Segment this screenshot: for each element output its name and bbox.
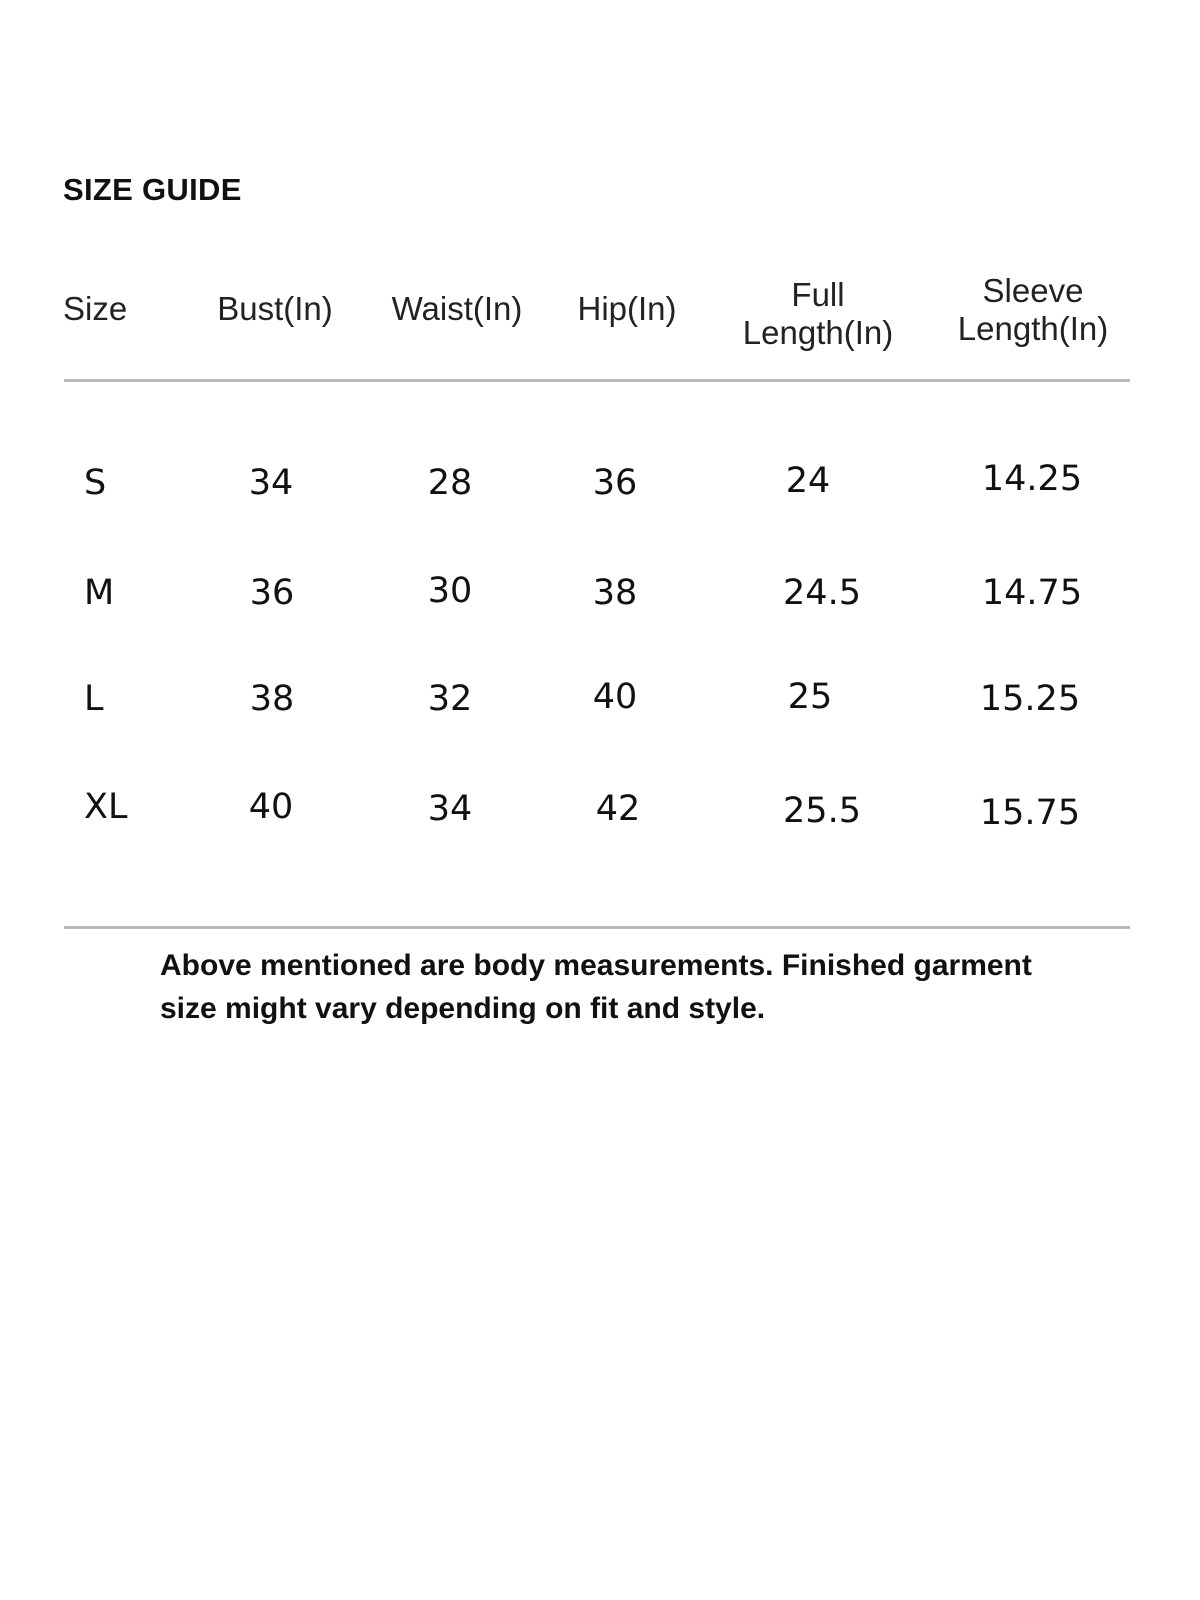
cell-size: M — [84, 573, 115, 613]
cell-bust: 36 — [249, 573, 295, 613]
column-header-size: Size — [63, 290, 128, 327]
cell-sleeve-length: 14.75 — [981, 573, 1083, 613]
column-header-sleeve-length-line2: Length(In) — [957, 310, 1109, 347]
column-header-hip: Hip(In) — [577, 290, 677, 327]
cell-bust: 40 — [248, 787, 294, 827]
column-header-sleeve-length-line1: Sleeve — [982, 272, 1084, 309]
cell-full-length: 24.5 — [783, 573, 861, 613]
cell-waist: 32 — [427, 679, 473, 719]
column-header-full-length-line2: Length(In) — [742, 314, 894, 351]
cell-sleeve-length: 14.25 — [981, 459, 1083, 499]
cell-full-length: 24 — [785, 461, 831, 501]
measurement-note: Above mentioned are body measurements. Finished garment size might vary depending on fit and style. — [160, 949, 1032, 1025]
cell-bust: 34 — [248, 463, 294, 503]
cell-waist: 30 — [427, 571, 473, 611]
column-header-full-length — [743, 276, 893, 352]
cell-size: XL — [84, 787, 128, 827]
cell-hip: 38 — [592, 573, 638, 613]
page-title: SIZE GUIDE — [63, 172, 242, 207]
cell-full-length: 25 — [787, 677, 833, 717]
cell-hip: 42 — [595, 789, 641, 829]
cell-sleeve-length: 15.75 — [979, 793, 1081, 833]
cell-sleeve-length: 15.25 — [979, 679, 1081, 719]
cell-full-length: 25.5 — [783, 791, 861, 831]
cell-waist: 28 — [427, 463, 473, 503]
cell-size: S — [84, 463, 107, 503]
cell-hip: 36 — [592, 463, 638, 503]
column-header-full-length-line1: Full — [791, 276, 845, 313]
cell-size: L — [84, 679, 104, 719]
cell-waist: 34 — [427, 789, 473, 829]
column-header-sleeve-length — [958, 272, 1108, 348]
cell-hip: 40 — [592, 677, 638, 717]
column-header-bust: Bust(In) — [217, 290, 333, 327]
footer-divider — [64, 926, 1130, 929]
header-divider — [64, 379, 1130, 382]
column-header-waist: Waist(In) — [391, 290, 523, 327]
cell-bust: 38 — [249, 679, 295, 719]
